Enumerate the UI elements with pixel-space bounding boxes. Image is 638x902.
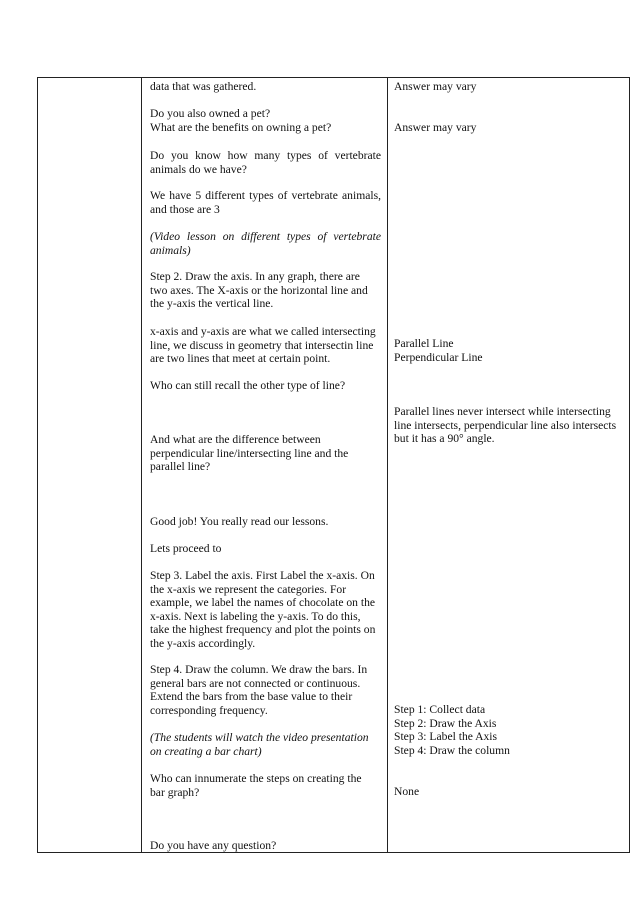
column-divider-right — [387, 78, 388, 852]
answer-vary-2: Answer may vary — [394, 121, 477, 134]
line-types-answer: Parallel Line Perpendicular Line — [394, 337, 483, 364]
good-job-text: Good job! You really read our lessons. — [150, 515, 329, 528]
answer-vary-1: Answer may vary — [394, 80, 477, 93]
innumerate-question: Who can innumerate the steps on creating the bar graph? — [150, 772, 362, 799]
difference-question: And what are the difference between perpendicular line/intersecting line and the parallel line? — [150, 433, 349, 473]
proceed-text: Lets proceed to — [150, 542, 222, 555]
any-question-text: Do you have any question? — [150, 839, 277, 852]
lesson-plan-table — [37, 77, 630, 853]
vertebrate-answer: We have 5 different types of vertebrate animals, and those are 3 — [150, 189, 381, 216]
bar-graph-steps-list: Step 1: Collect data Step 2: Draw the Axis Step 3: Label the Axis Step 4: Draw the column — [394, 703, 510, 757]
video-vertebrate-note: (Video lesson on different types of vertebrate animals) — [150, 230, 381, 257]
intersecting-line-text: x-axis and y-axis are what we called intersecting line, we discuss in geometry that intersectin line are two lines that meet at certain point. — [150, 325, 376, 365]
step-3-text: Step 3. Label the axis. First Label the x-axis. On the x-axis we represent the categories. For example, we label the names of chocolate on the x-axis. Next is labeling the y-axis. To do this, take the highest frequency and plot the points on the y-axis accordingly. — [150, 569, 376, 650]
parallel-explanation: Parallel lines never intersect while intersecting line intersects, perpendicular line also intersects but it has a 90° angle. — [394, 405, 617, 445]
column-divider-left — [141, 78, 142, 852]
data-gathered-text: data that was gathered. — [150, 80, 257, 93]
video-bar-chart-note: (The students will watch the video presentation on creating a bar chart) — [150, 731, 369, 758]
vertebrate-question: Do you know how many types of vertebrate animals do we have? — [150, 149, 381, 176]
recall-line-question: Who can still recall the other type of line? — [150, 379, 346, 392]
step-4-text: Step 4. Draw the column. We draw the bars. In general bars are not connected or continuous. Extend the bars from the base value to their corresponding frequency. — [150, 663, 368, 717]
pet-question: Do you also owned a pet? What are the benefits on owning a pet? — [150, 107, 332, 134]
step-2-text: Step 2. Draw the axis. In any graph, there are two axes. The X-axis or the horizontal line and the y-axis the vertical line. — [150, 270, 368, 310]
none-answer: None — [394, 785, 420, 798]
